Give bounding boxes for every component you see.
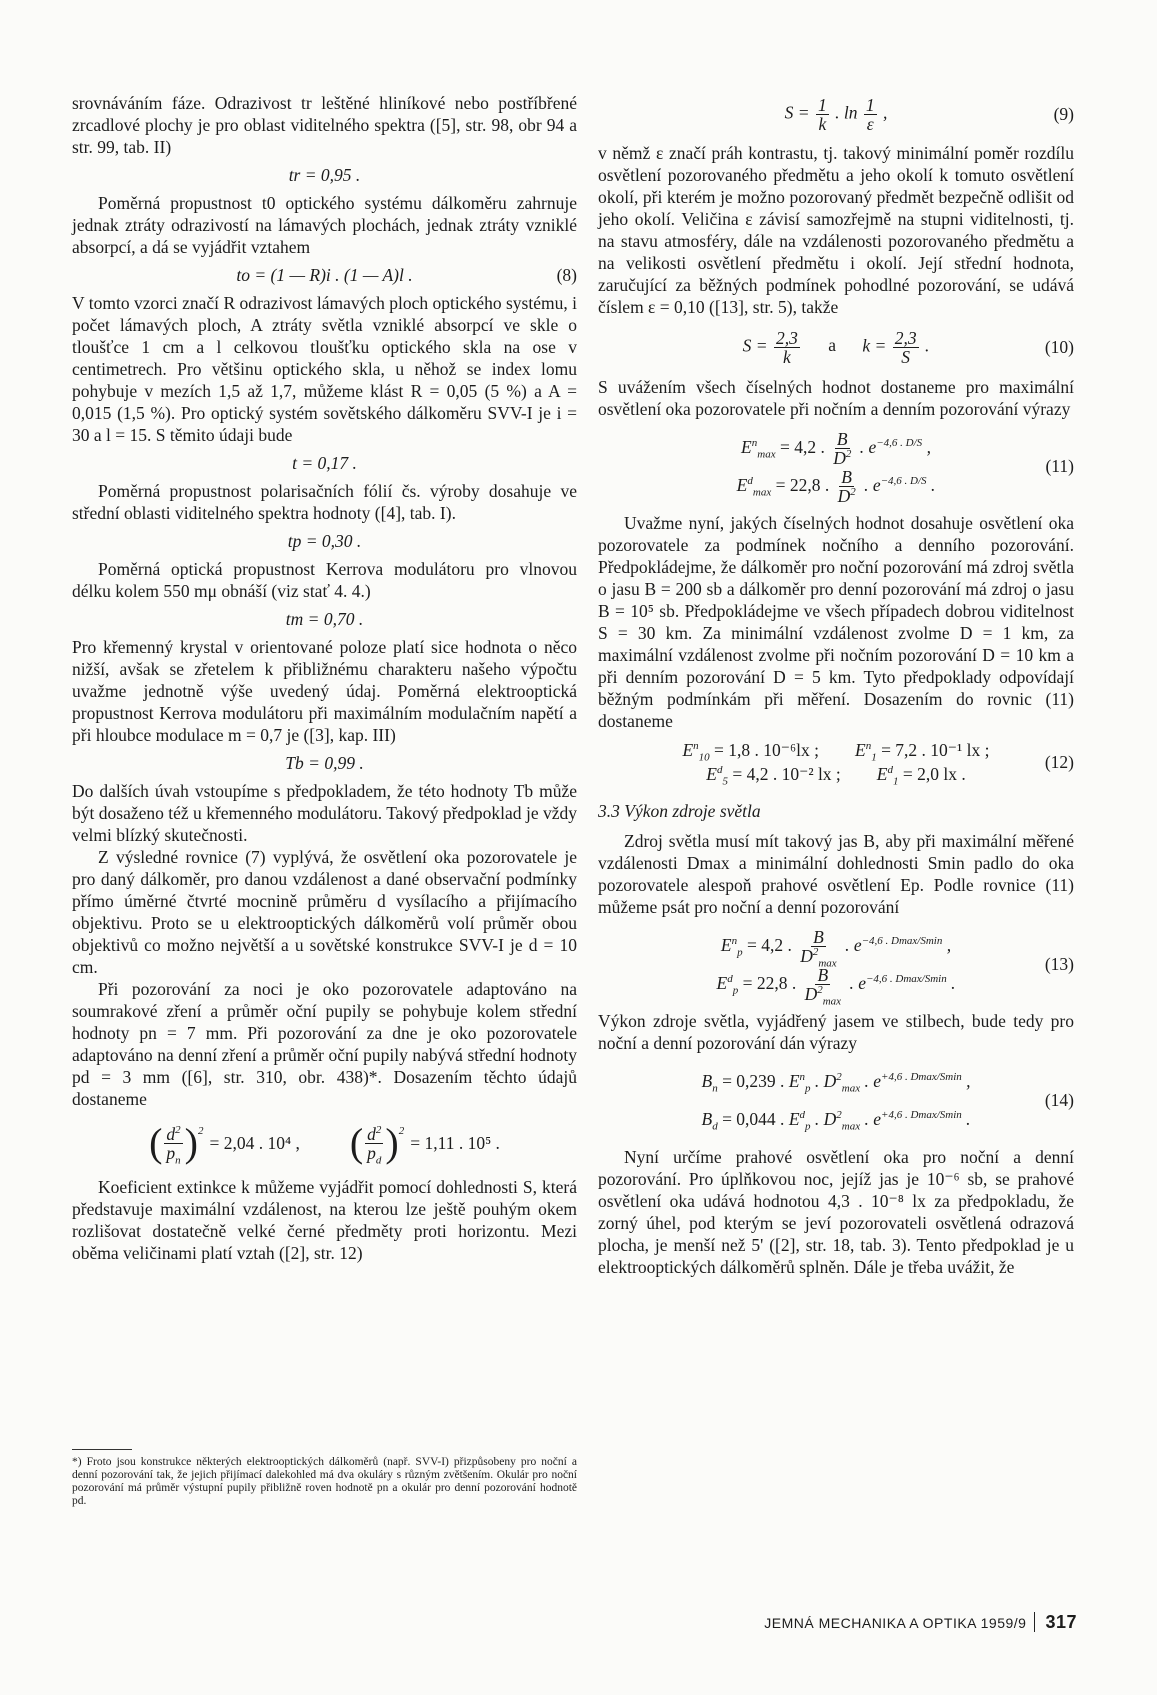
paragraph: Koeficient extinkce k můžeme vyjádřit pomocí dohlednosti S, která představuje maximální vzdálenost, na kterou lze ještě pouhým okem rozlišovat dostatečně velké černé předměty proti horizontu. Mezi oběma veličinami platí vztah ([2], str. 12) [72, 1177, 577, 1263]
paragraph: Uvažme nyní, jakých číselných hodnot dosahuje osvětlení oka pozorovatele za podmínek nočního a denního pozorování. Předpokládejme, že dálkoměr pro noční pozorování má zdroj světla o jasu B = 200 sb a dálkoměr pro denní pozorování má zdroj o jasu B = 10⁵ sb. Předpokládejme ve všech případech dobrou viditelnost S = 30 km. Za minimální vzdálenost zvolme D = 1 km, za maximální vzdálenost zvolme při nočním pozorování D = 10 km a při denním pozorování D = 5 km. Tyto předpoklady odpovídají běžným podmínkám při měření. Dosazením do rovnic (11) dostaneme [598, 513, 1074, 731]
paragraph: Poměrná propustnost t0 optického systému dálkoměru zahrnuje jednak ztráty odrazivostí na lámavých plochách, jednak ztráty vzniklé absorpcí, a dá se vyjádřit vztahem [72, 193, 577, 257]
paragraph: Při pozorování za noci je oko pozorovatele adaptováno na soumrakové zření a průměr oční pupily se pohybuje kolem střední hodnoty pn = 7 mm. Při pozorování za dne je oko pozorovatele adaptováno na denní zření a průměr oční pupily nabývá střední hodnoty pd = 3 mm ([6], str. 310, obr. 438)*. Dosazením těchto údajů dostaneme [72, 979, 577, 1109]
equation: tr = 0,95 . [288, 165, 361, 185]
equation-11: $E^n_{max} = 4,2$ . $\frac{B}{D^2}$ . $e^{-4,6 . D/S}$ , $E^d_{max} = 22,8$ . $\frac{B}{D^2}$ . $e^{-4,6 . D/S}$ . (11) [736, 429, 1074, 507]
footnote: *) Froto jsou konstrukce některých elektrooptických dálkoměrů (např. SVV-I) přizpůsobeny pro noční a denní pozorování tak, že jejich přijímací dalekohled má dva okuláry s různým zvětšením. Okulár pro noční pozorování má průměr výstupní pupily přibližně roven hodnotě pn a okulár pro denní pozorování hodnotě pd. [72, 1456, 577, 1507]
equation-8: to = (1 — R)i . (1 — A)l . (8) [236, 265, 577, 285]
footnote-rule [72, 1449, 132, 1450]
equation-9: S = $\frac{1}{k}$ . ln $\frac{1}{\varepsilon}$ , (9) [784, 94, 1074, 134]
paragraph: v němž ε značí práh kontrastu, tj. takový minimální poměr rozdílu osvětlení pozorovaného předmětu a jeho okolí k tomuto osvětlení okolí, při kterém je možno pozorovaný předmět bezpečně odlišit od jeho okolí. Veličina ε závisí samozřejmě na stupni viditelnosti, tj. na stavu atmosféry, dále na vzdálenosti pozorovaného předmětu a na velikosti osvětlení předmětu i okolí. Její střední hodnota, zaručující za běžných podmínek pohodlné pozorování, se udává číslem ε = 0,10 ([13], str. 5), takže [598, 143, 1074, 317]
equation: t = 0,17 . [292, 453, 357, 473]
paragraph: Nyní určíme prahové osvětlení oka pro noční a denní pozorování. Pro úplňkovou noc, jejíž jas je 10⁻⁶ sb, se prahové osvětlení oka udává hodnotou 4,3 . 10⁻⁸ lx za předpokladu, že zorný úhel, pod kterým se jeví pozorovateli osvětlená odrazová plocha, je menší než 5' ([2], str. 18, tab. 3). Tento předpoklad je u elektrooptických dálkoměrů splněn. Dále je třeba uvážit, že [598, 1147, 1074, 1277]
paragraph: Z výsledné rovnice (7) vyplývá, že osvětlení oka pozorovatele je pro daný dálkoměr, pro danou vzdálenost a dané observační podmínky přímo úměrné čtvrté mocnině průměru d vysílacího a přijímacího objektivu. Proto se u elektrooptických dálkoměrů volí průměr obou objektivů co možno největší a u sovětské konstrukce SVV-I je d = 10 cm. [72, 847, 577, 977]
paragraph: Poměrná optická propustnost Kerrova modulátoru pro vlnovou délku kolem 550 mμ obnáší (viz stať 4. 4.) [72, 559, 577, 601]
equation-12: $E^n_{10} = 1,8$ . 10⁻⁶lx ; $E^n_1 = 7,2$ . 10⁻¹ lx ; $E^d_5 = 4,2$ . 10⁻² lx ; $E^d_1 = 2,0$ lx . (12) [682, 740, 1074, 788]
paragraph: srovnáváním fáze. Odrazivost tr leštěné hliníkové nebo postříbřené zrcadlové plochy je pro oblast viditelného spektra ([5], str. 98, obr 94 a str. 99, tab. II) [72, 93, 577, 157]
equation: tp = 0,30 . [287, 531, 362, 551]
paragraph: Výkon zdroje světla, vyjádřený jasem ve stilbech, bude tedy pro noční a denní pozorování dán výrazy [598, 1011, 1074, 1053]
equation-14: $B_n = 0,239$ . $E^n_p$ . $D^2_{max}$ . $e^{+4,6 . Dmax/Smin}$ , $B_d = 0,044$ . $E^d_p$ . $D^2_{max}$ . $e^{+4,6 . Dmax/Smin}$ . (14) [701, 1071, 1074, 1133]
page-number: 317 [1034, 1612, 1077, 1632]
paragraph: Do dalších úvah vstoupíme s předpokladem, že této hodnoty Tb může být dosaženo též u křemenného modulátoru. Takový předpoklad je vždy velmi blízký skutečnosti. [72, 781, 577, 845]
paragraph: Zdroj světla musí mít takový jas B, aby při maximální měřené vzdálenosti Dmax a minimální dohlednosti Smin padlo do oka pozorovatele alespoň prahové osvětlení Ep. Podle rovnice (11) můžeme psát pro noční a denní pozorování [598, 831, 1074, 917]
paragraph: S uvážením všech číselných hodnot dostaneme pro maximální osvětlení oka pozorovatele při nočním a denním pozorování výrazy [598, 377, 1074, 419]
equation-13: $E^n_p = 4,2$ . $\frac{B}{D^2_{max}}$ . $e^{-4,6 . Dmax/Smin}$ , $E^d_p = 22,8$ . $\frac{B}{D^2_{max}}$ . $e^{-4,6 . Dmax/Smin}$ . (13) [716, 927, 1074, 1008]
paragraph: Pro křemenný krystal v orientované poloze platí sice hodnota o něco nižší, avšak se zřetelem k přibližnému charakteru našeho výpočtu uvažme jednotně výše uvedený údaj. Poměrná elektrooptická propustnost Kerrova modulátoru při maximálním modulačním napětí a při hloubce modulace m = 0,7 je ([3], kap. III) [72, 637, 577, 745]
equation: Tb = 0,99 . [285, 753, 364, 773]
left-column [72, 92, 577, 1264]
equation: tm = 0,70 . [285, 609, 364, 629]
equation-10: S = $\frac{2,3}{k}$ a k = $\frac{2,3}{S}$ . (10) [742, 327, 1074, 367]
paragraph: V tomto vzorci značí R odrazivost lámavých ploch optického systému, i počet lámavých ploch, A ztráty světla vzniklé absorpcí ve skle o tloušťce 1 cm a l celkovou tloušťku optického skla na ose v centimetrech. Pro většinu optického skla, u něhož se index lomu pohybuje v mezích 1,5 až 1,7, můžeme klást R = 0,05 (5 %) a A = 0,015 (1,5 %). Pro optický systém sovětského dálkoměru SVV-I je i = 30 a l = 15. S těmito údaji bude [72, 293, 577, 445]
section-heading: 3.3 Výkon zdroje světla [598, 801, 761, 821]
page-footer [764, 1612, 1077, 1633]
paragraph: Poměrná propustnost polarisačních fólií čs. výroby dosahuje ve střední oblasti viditelného spektra hodnoty ([4], tab. I). [72, 481, 577, 523]
right-column [598, 92, 1074, 1278]
equation-pupil: ( $\frac{d^2}{p_n}$ ) 2 = 2,04 . 10⁴ , ( $\frac{d^2}{p_d}$ ) 2 = 1,11 . 10⁵ . [149, 1120, 500, 1166]
journal-name: JEMNÁ MECHANIKA A OPTIKA 1959/9 [764, 1615, 1027, 1631]
